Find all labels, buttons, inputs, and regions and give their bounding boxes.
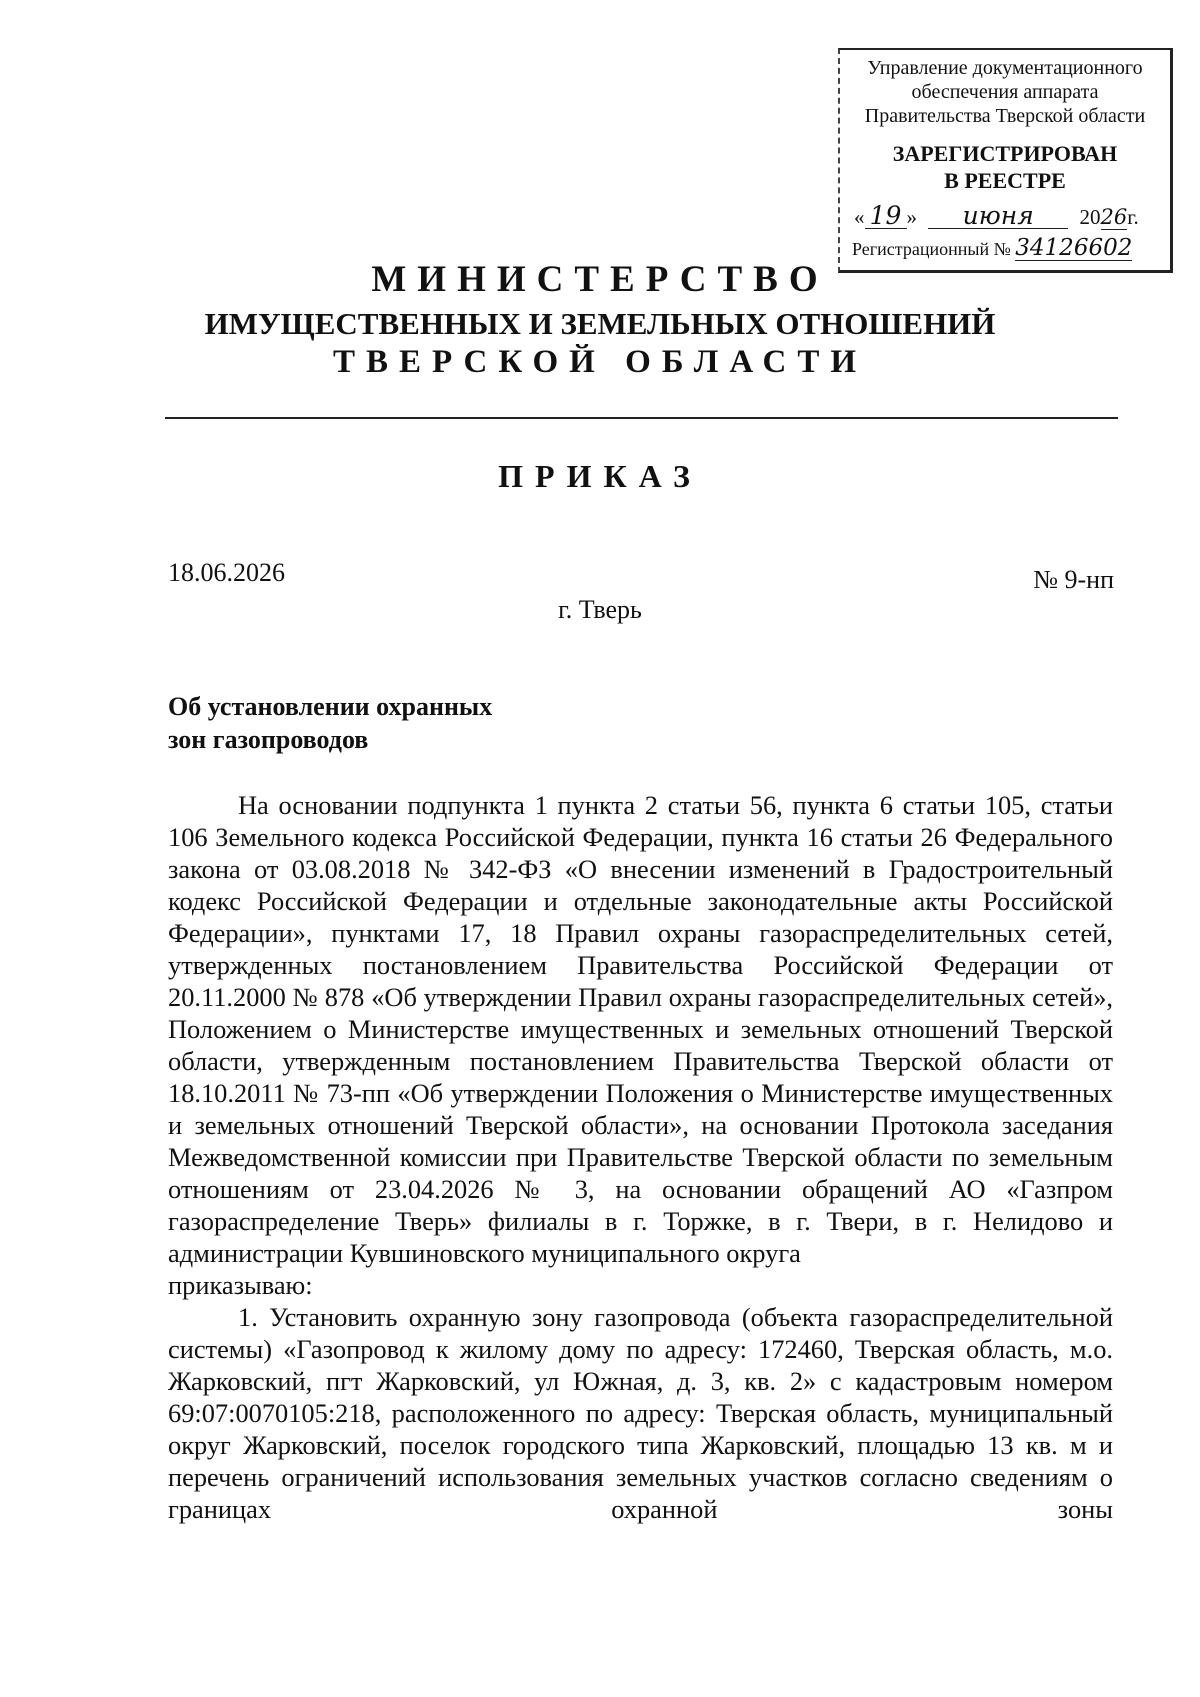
stamp-date-day: 19 [865, 204, 907, 229]
stamp-date-open: « [854, 205, 865, 229]
stamp-reg-number: 34126602 [1015, 235, 1133, 261]
stamp-date-end: г. [1127, 205, 1139, 229]
stamp-org-line: обеспечения аппарата [911, 81, 1099, 103]
subject-line: Об установлении охранных [168, 692, 493, 721]
stamp-date [840, 201, 1170, 230]
item-paragraph: 1. Установить охранную зону газопровода (объекта газораспределительной системы) «Газопровод к жилому дому по адресу: 172460, Тверская область, м.о. Жарковский, пгт Жарковский, ул Южная, д. 3, кв. 2» с кадастровым номером 69:07:0070105:218, расположенного по адресу: Тверская область, муниципальный округ Жарковский, поселок городского типа Жарковский, площадью 13 кв. м и перечень ограничений использования земельных участков согласно сведениям о границах охранной зоны [168, 1302, 1113, 1524]
document-number: № 9-нп [1033, 565, 1114, 594]
stamp-date-year-prefix: 20 [1079, 205, 1101, 229]
document-type-title: ПРИКАЗ [498, 458, 702, 494]
stamp-organization [840, 56, 1170, 128]
document-subject [168, 690, 492, 756]
stamp-org-line: Правительства Тверской области [864, 105, 1146, 127]
stamp-date-year-suffix: 26 [1100, 205, 1128, 229]
stamp-status-line: ЗАРЕГИСТРИРОВАН [892, 141, 1118, 166]
stamp-org-line: Управление документационного [867, 57, 1143, 79]
document-city: г. Тверь [558, 595, 642, 624]
stamp-date-month: июня [928, 204, 1068, 229]
stamp-status-line: В РЕЕСТРЕ [944, 168, 1066, 193]
stamp-status [840, 140, 1170, 194]
header-divider [165, 417, 1118, 419]
ministry-title: МИНИСТЕРСТВО [371, 259, 829, 300]
stamp-reg-label: Регистрационный № [852, 239, 1011, 259]
ministry-region: ТВЕРСКОЙ ОБЛАСТИ [332, 344, 868, 380]
ministry-subtitle: ИМУЩЕСТВЕННЫХ И ЗЕМЕЛЬНЫХ ОТНОШЕНИЙ [204, 306, 996, 341]
registration-stamp [838, 48, 1173, 273]
document-body [168, 789, 1113, 1525]
command-paragraph: приказываю: [168, 1270, 313, 1300]
subject-line: зон газопроводов [168, 725, 369, 754]
document-date: 18.06.2026 [168, 558, 285, 587]
stamp-date-close: » [906, 205, 917, 229]
preamble-paragraph: На основании подпункта 1 пункта 2 статьи 56, пункта 6 статьи 105, статьи 106 Земельного кодекса Российской Федерации, пункта 16 статьи 26 Федерального закона от 03.08.2018 № 342-ФЗ «О внесении изменений в Градостроительный кодекс Российской Федерации и отдельные законодательные акты Российской Федерации», пунктами 17, 18 Правил охраны газораспределительных сетей, утвержденных постановлением Правительства Российской Федерации от 20.11.2000 № 878 «Об утверждении Правил охраны газораспределительных сетей», Положением о Министерстве имущественных и земельных отношений Тверской области, утвержденным постановлением Правительства Тверской области от 18.10.2011 № 73-пп «Об утверждении Положения о Министерстве имущественных и земельных отношений Тверской области», на основании Протокола заседания Межведомственной комиссии при Правительстве Тверской области по земельным отношениям от 23.04.2026 № 3, на основании обращений АО «Газпром газораспределение Тверь» филиалы в г. Торжке, в г. Твери, в г. Нелидово и администрации Кувшиновского муниципального округа [168, 790, 1113, 1268]
